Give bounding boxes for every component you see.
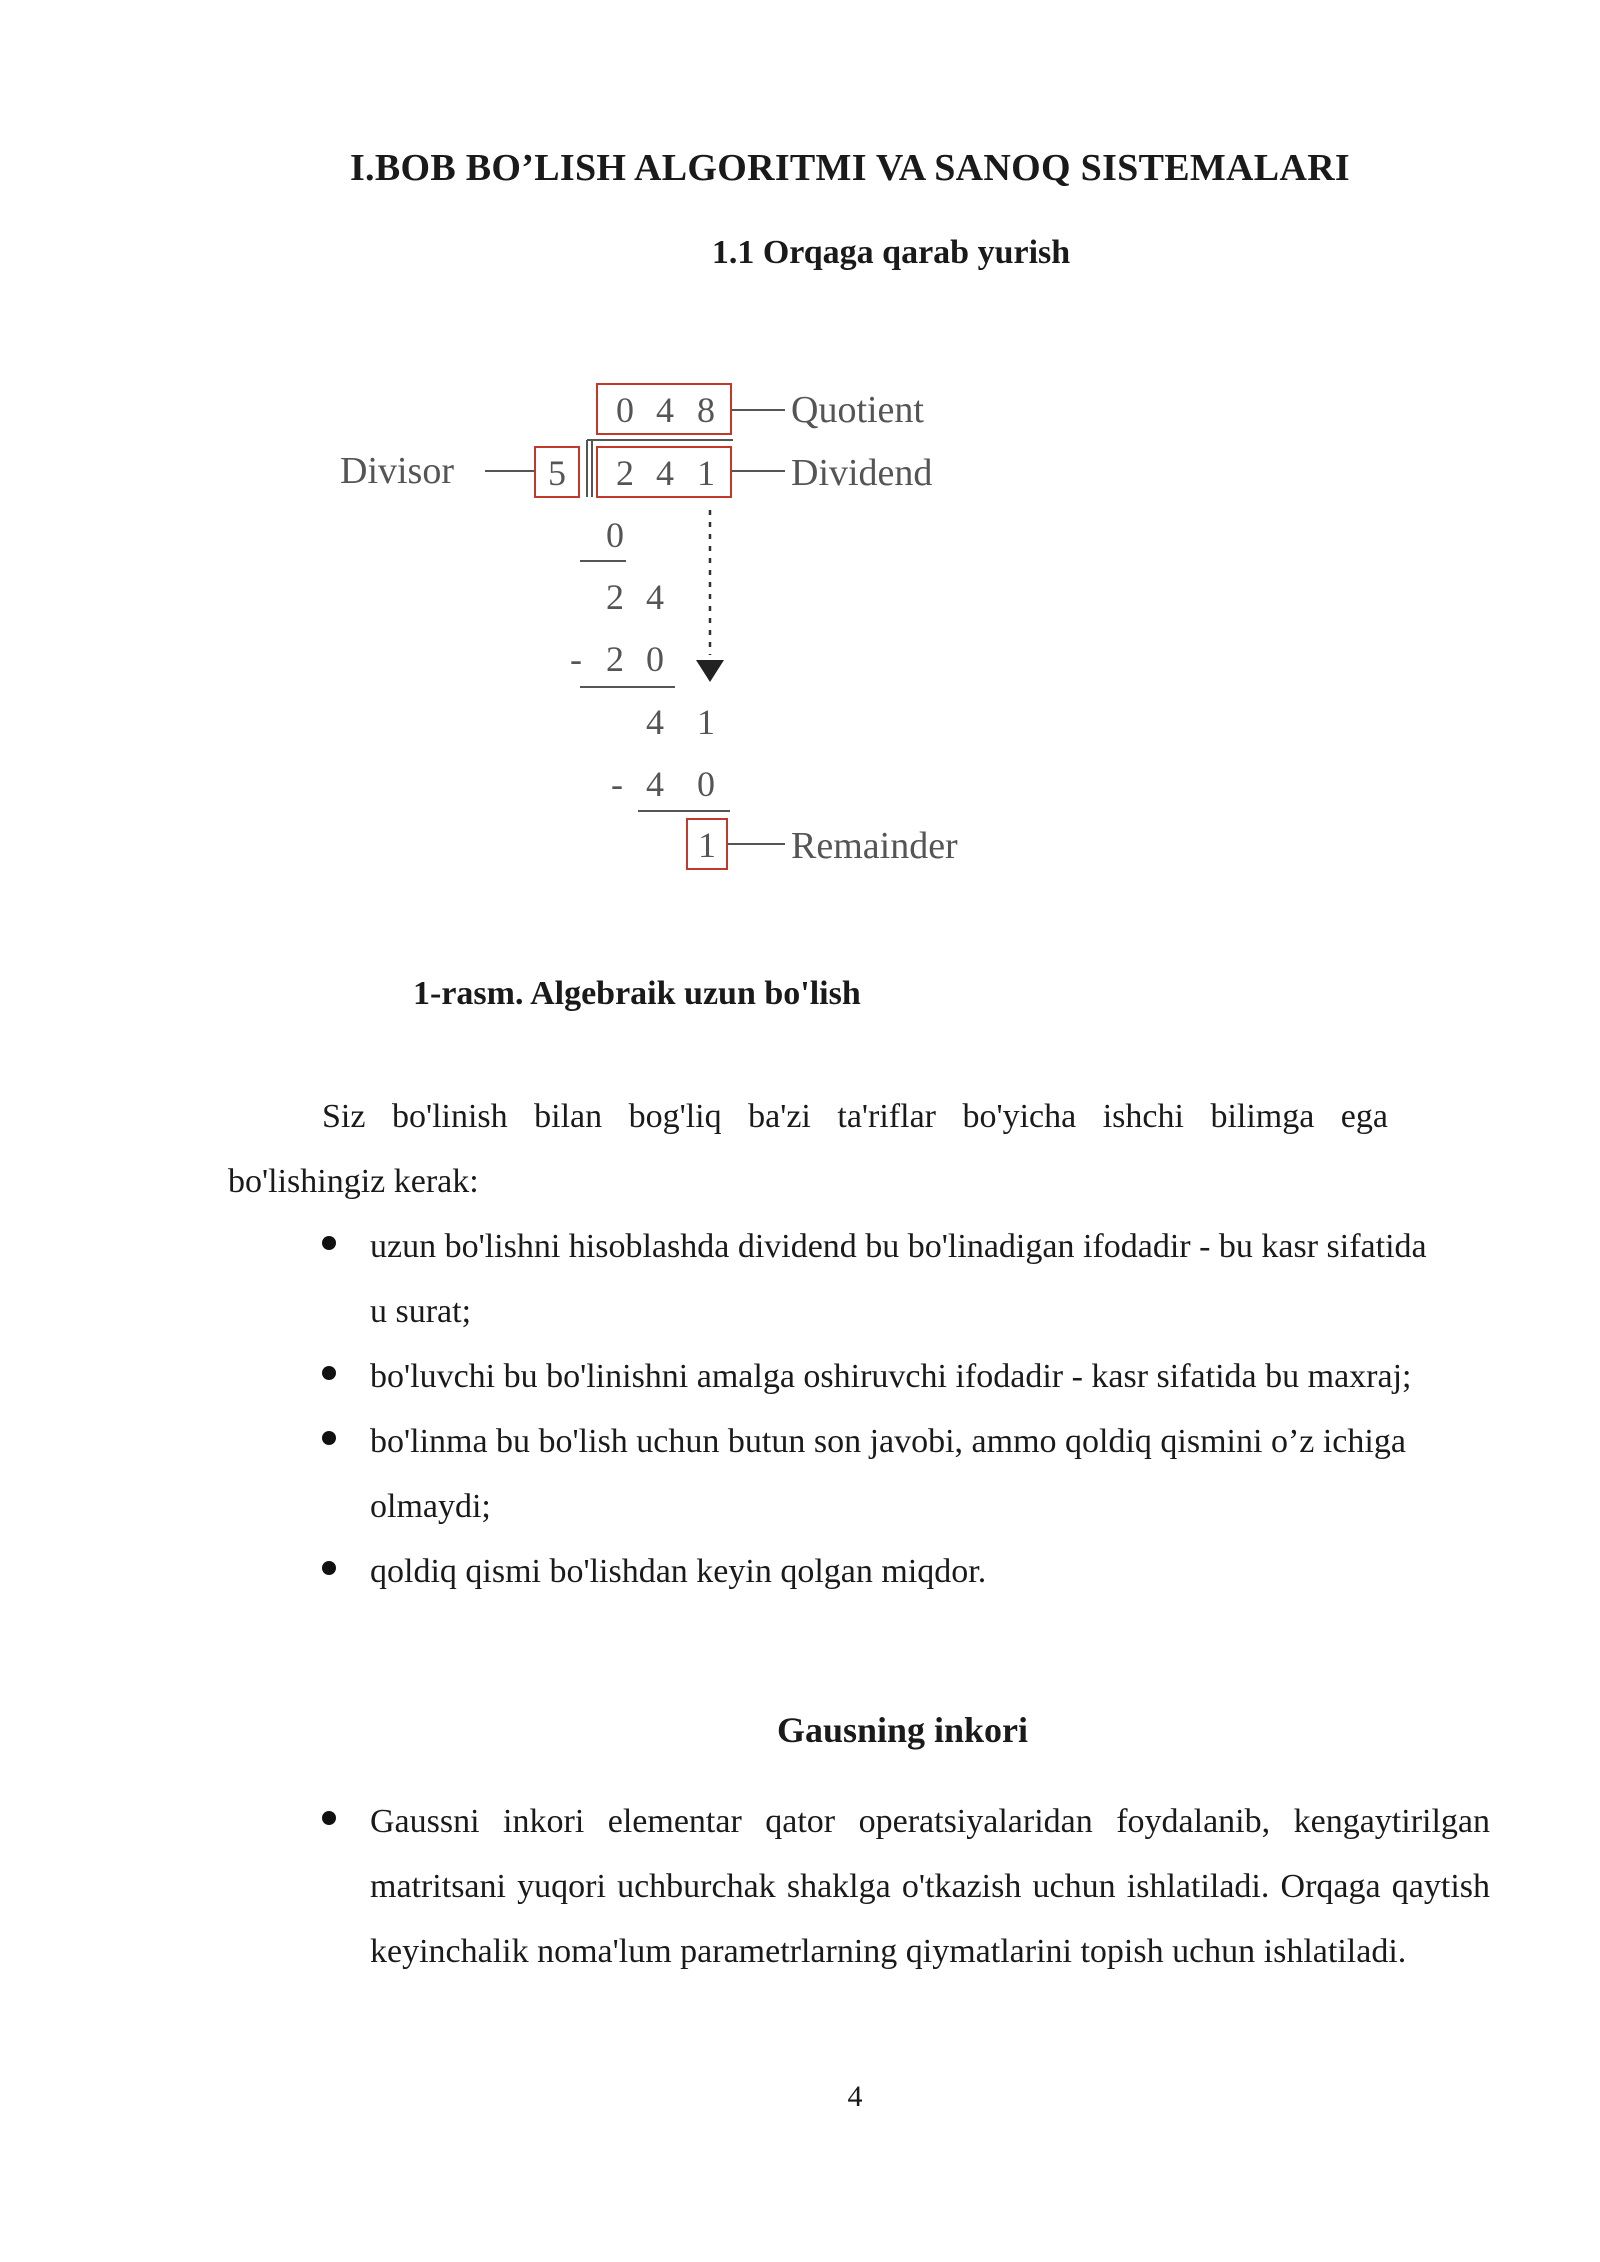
quotient-digit: 8 [697, 390, 715, 430]
gauss-list [228, 1789, 1490, 1984]
arrow-head [696, 660, 724, 682]
intro-text: Siz bo'linish bilan bog'liq ba'zi ta'riflar bo'yicha ishchi bilimga ega bo'lishingiz kerak: [228, 1098, 1388, 1200]
step-digit: 2 [606, 639, 624, 679]
step-digit: 0 [697, 764, 715, 804]
remainder-label: Remainder [791, 825, 958, 867]
list-item-text: bo'luvchi bu bo'linishni amalga oshiruvchi ifodadir - kasr sifatida bu maxraj; [370, 1358, 1412, 1395]
bullet-icon [322, 1811, 336, 1825]
list-item-text: Gaussni inkori elementar qator operatsiyalaridan foydalanib, kengaytirilgan matritsani yuqori uchburchak shaklga o'tkazish uchun ishlatiladi. Orqaga qaytish keyinchalik noma'lum parametrlarning qiymatlarini topish uchun ishlatiladi. [370, 1803, 1490, 1970]
bullet-icon [322, 1561, 336, 1575]
list-item [228, 1409, 1448, 1539]
quotient-digit: 0 [616, 390, 634, 430]
long-division-figure [330, 370, 1030, 890]
intro-paragraph [228, 1084, 1388, 1214]
list-item-text: uzun bo'lishni hisoblashda dividend bu bo'linadigan ifodadir - bu kasr sifatida u surat; [370, 1228, 1427, 1330]
bullet-icon [322, 1366, 336, 1380]
quotient-digit: 4 [656, 390, 674, 430]
list-item [228, 1789, 1490, 1984]
step-digit: 2 [606, 577, 624, 617]
dividend-digit: 2 [616, 453, 634, 493]
bullet-icon [322, 1236, 336, 1250]
page-number: 4 [847, 2080, 863, 2113]
list-item [228, 1539, 1448, 1604]
step-digit: 0 [606, 515, 624, 555]
list-item [228, 1344, 1448, 1409]
step-digit: 1 [697, 702, 715, 742]
step-minus: - [611, 764, 623, 804]
dividend-digit: 4 [656, 453, 674, 493]
dividend-digit: 1 [697, 453, 715, 493]
step-minus: - [570, 639, 582, 679]
figure-caption: 1-rasm. Algebraik uzun bo'lish [413, 975, 861, 1012]
divisor-value: 5 [548, 453, 566, 493]
section-title: 1.1 Orqaga qarab yurish [711, 234, 1071, 271]
definition-list [228, 1214, 1448, 1604]
gauss-heading: Gausning inkori [776, 1710, 1029, 1750]
list-item-text: qoldiq qismi bo'lishdan keyin qolgan miqdor. [370, 1553, 987, 1590]
list-item [228, 1214, 1448, 1344]
step-digit: 4 [646, 577, 664, 617]
chapter-title: I.BOB BO’LISH ALGORITMI VA SANOQ SISTEMALARI [349, 147, 1351, 189]
step-digit: 4 [646, 702, 664, 742]
step-digit: 0 [646, 639, 664, 679]
list-item-text: bo'linma bu bo'lish uchun butun son javobi, ammo qoldiq qismini o’z ichiga olmaydi; [370, 1423, 1406, 1525]
quotient-label: Quotient [791, 389, 924, 431]
bullet-icon [322, 1431, 336, 1445]
dividend-label: Dividend [791, 452, 933, 494]
divisor-label: Divisor [340, 450, 454, 492]
step-digit: 4 [646, 764, 664, 804]
remainder-value: 1 [698, 825, 716, 865]
